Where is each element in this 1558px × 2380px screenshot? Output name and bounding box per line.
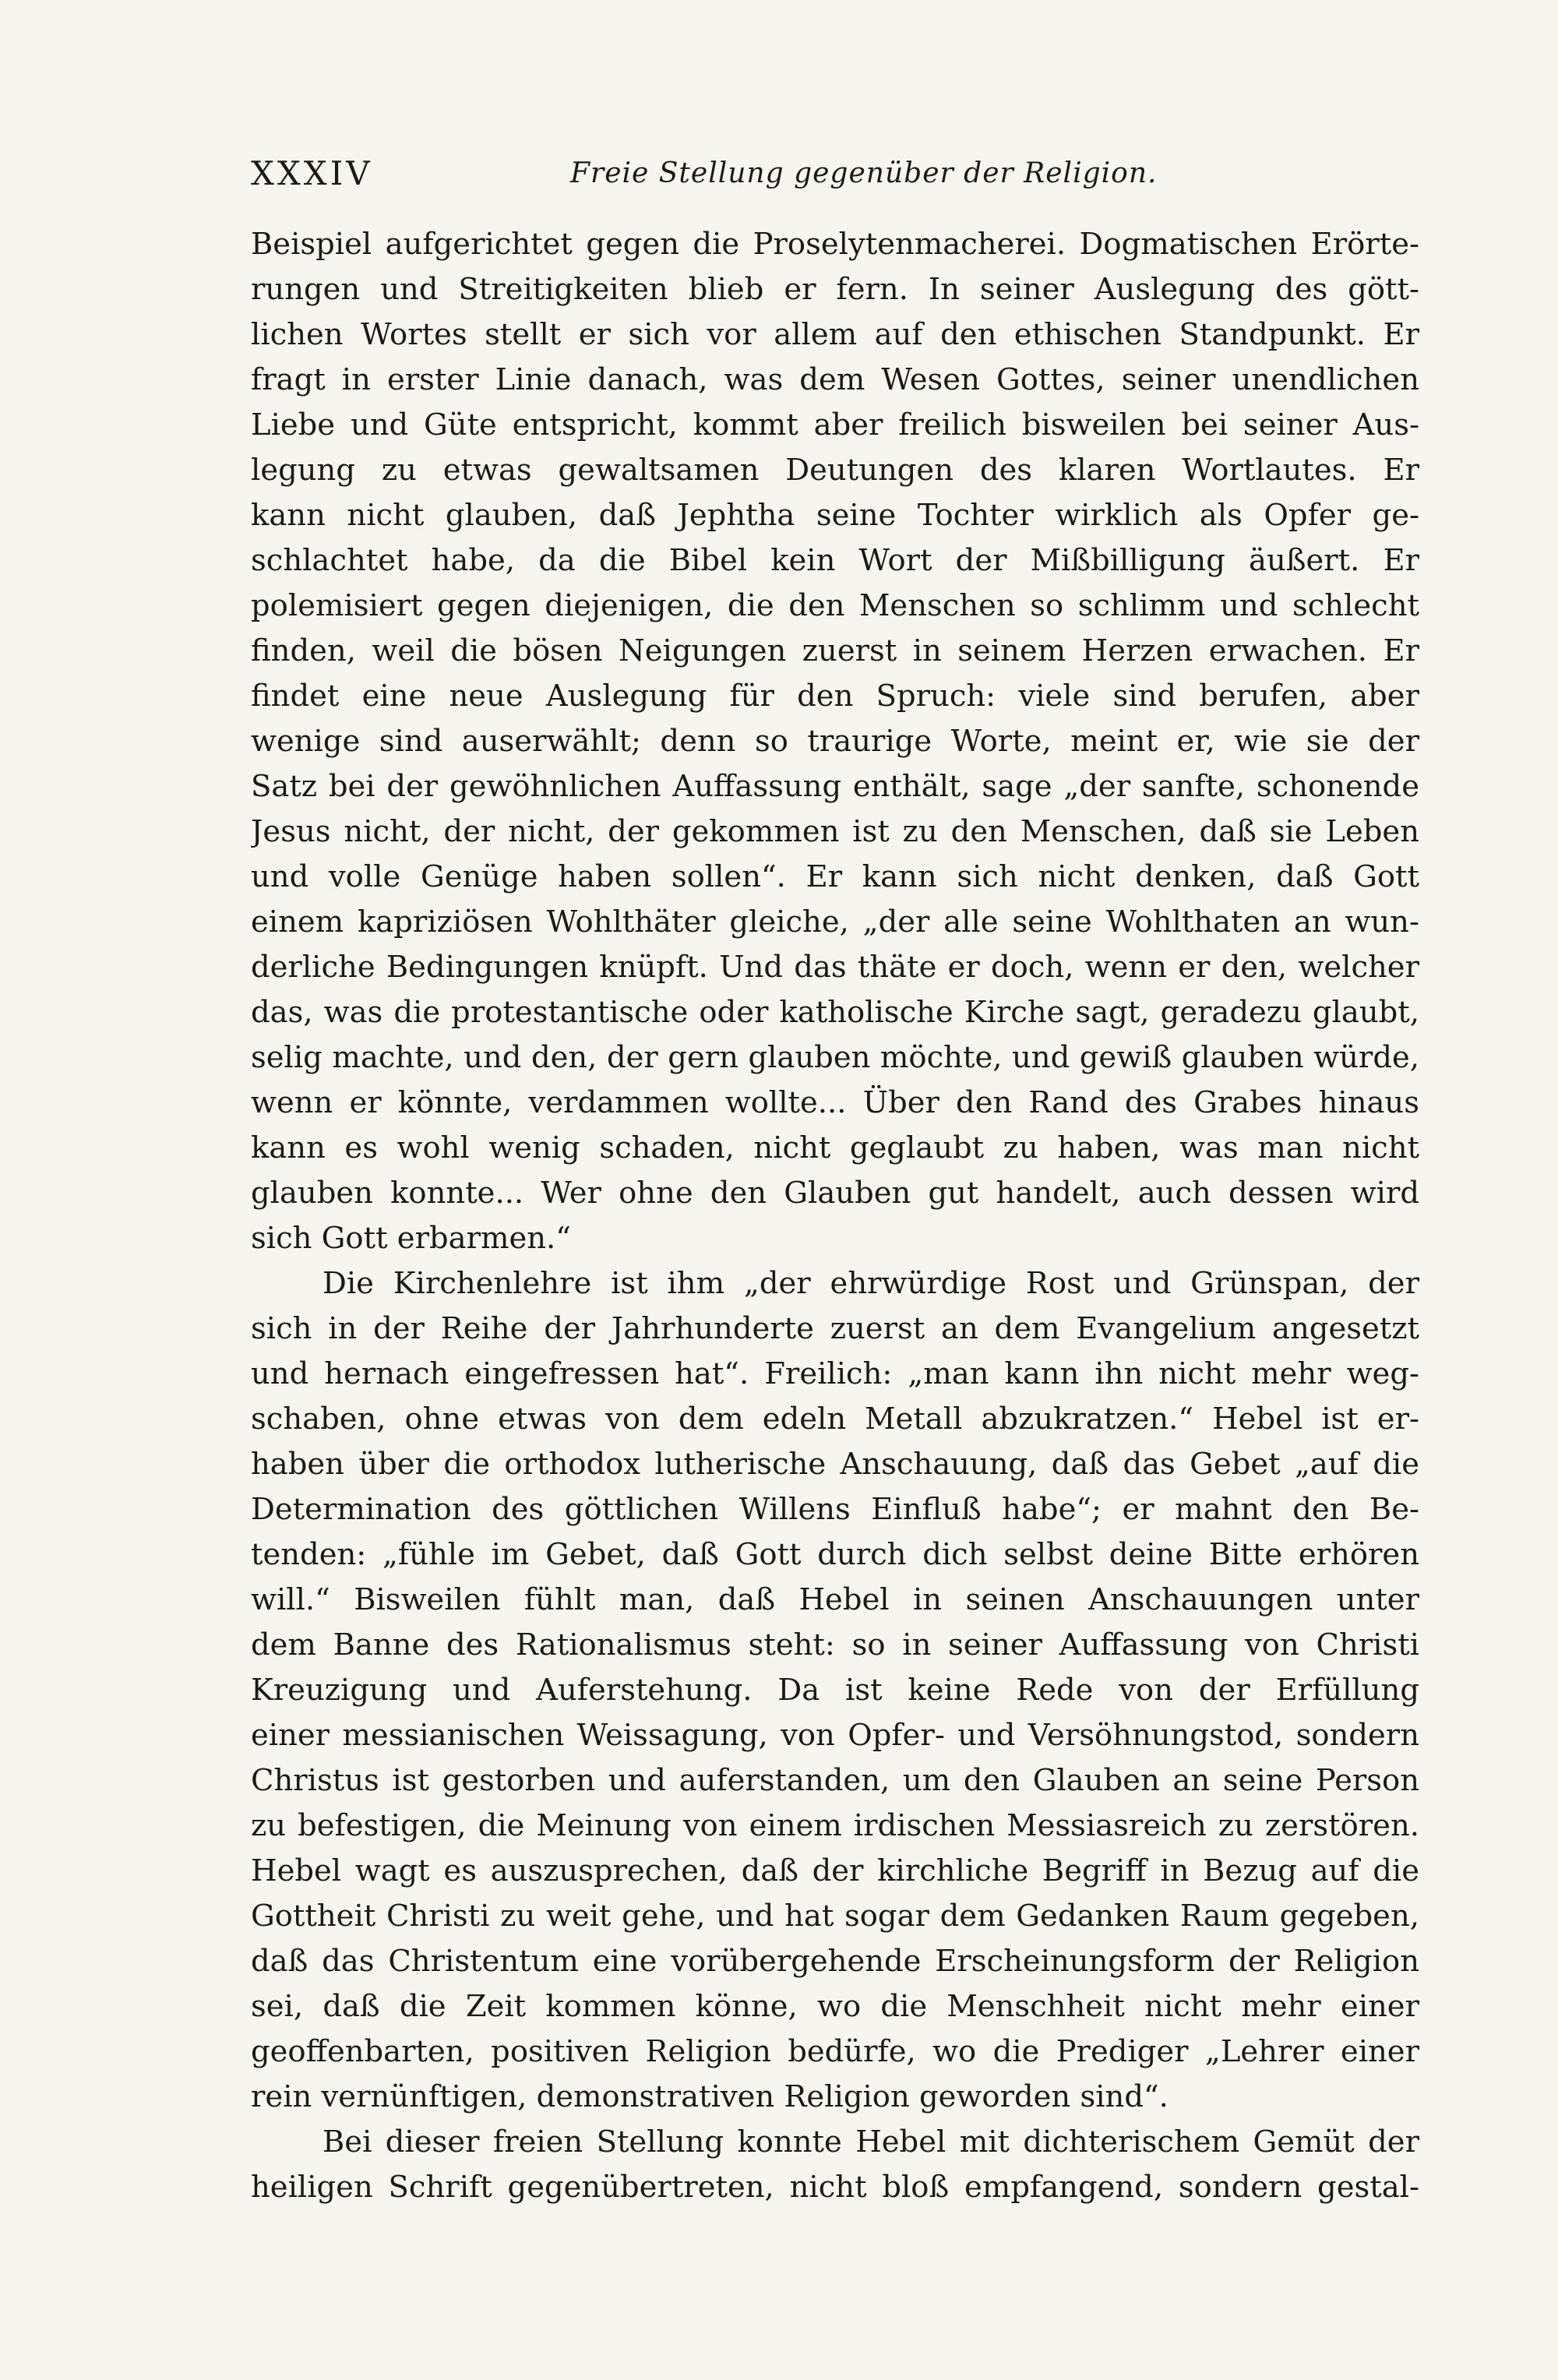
- text-line: Beispiel aufgerichtet gegen die Proselytenmacherei. Dogmatischen Erörte-: [251, 227, 1419, 262]
- text-line: haben über die orthodox lutherische Anschauung, daß das Gebet „auf die: [251, 1447, 1419, 1482]
- text-line: einem kapriziösen Wohlthäter gleiche, „der alle seine Wohlthaten an wun-: [251, 904, 1419, 940]
- text-line: schaben, ohne etwas von dem edeln Metall abzukratzen.“ Hebel ist er-: [251, 1402, 1419, 1437]
- text-line: will.“ Bisweilen fühlt man, daß Hebel in seinen Anschauungen unter: [251, 1582, 1419, 1617]
- body-text: [251, 222, 1419, 2210]
- text-line: findet eine neue Auslegung für den Spruch: viele sind berufen, aber: [251, 679, 1419, 714]
- text-line: schlachtet habe, da die Bibel kein Wort der Mißbilligung äußert. Er: [251, 543, 1419, 578]
- text-line: Jesus nicht, der nicht, der gekommen ist zu den Menschen, daß sie Leben: [251, 814, 1419, 849]
- text-line: Liebe und Güte entspricht, kommt aber freilich bisweilen bei seiner Aus-: [251, 407, 1419, 443]
- text-line: Bei dieser freien Stellung konnte Hebel mit dichterischem Gemüt der: [323, 2124, 1419, 2160]
- text-line: Gottheit Christi zu weit gehe, und hat sogar dem Gedanken Raum gegeben,: [251, 1899, 1419, 1934]
- text-line: polemisiert gegen diejenigen, die den Menschen so schlimm und schlecht: [251, 588, 1419, 623]
- text-line: kann es wohl wenig schaden, nicht geglaubt zu haben, was man nicht: [251, 1130, 1419, 1165]
- text-line: rungen und Streitigkeiten blieb er fern. In seiner Auslegung des gött-: [251, 272, 1419, 307]
- text-line: derliche Bedingungen knüpft. Und das thäte er doch, wenn er den, welcher: [251, 950, 1419, 985]
- text-line: Hebel wagt es auszusprechen, daß der kirchliche Begriff in Bezug auf die: [251, 1853, 1419, 1888]
- text-line: und volle Genüge haben sollen“. Er kann sich nicht denken, daß Gott: [251, 859, 1419, 894]
- text-line: sich Gott erbarmen.“: [251, 1221, 571, 1256]
- text-line: Christus ist gestorben und auferstanden, um den Glauben an seine Person: [251, 1763, 1419, 1798]
- text-line: finden, weil die bösen Neigungen zuerst in seinem Herzen erwachen. Er: [251, 633, 1419, 668]
- text-line: fragt in erster Linie danach, was dem Wesen Gottes, seiner unendlichen: [251, 362, 1419, 397]
- text-line: geoffenbarten, positiven Religion bedürfe, wo die Prediger „Lehrer einer: [251, 2034, 1419, 2069]
- text-line: Satz bei der gewöhnlichen Auffassung enthält, sage „der sanfte, schonende: [251, 769, 1419, 804]
- text-line: wenn er könnte, verdammen wollte... Über den Rand des Grabes hinaus: [251, 1085, 1419, 1120]
- text-line: lichen Wortes stellt er sich vor allem auf den ethischen Standpunkt. Er: [251, 317, 1419, 352]
- text-line: tenden: „fühle im Gebet, daß Gott durch dich selbst deine Bitte erhören: [251, 1537, 1419, 1572]
- text-line: kann nicht glauben, daß Jephtha seine Tochter wirklich als Opfer ge-: [251, 498, 1419, 533]
- text-line: sei, daß die Zeit kommen könne, wo die Menschheit nicht mehr einer: [251, 1989, 1419, 2024]
- text-line: zu befestigen, die Meinung von einem irdischen Messiasreich zu zerstören.: [251, 1808, 1419, 1843]
- text-line: glauben konnte... Wer ohne den Glauben gut handelt, auch dessen wird: [251, 1176, 1419, 1211]
- text-line: Die Kirchenlehre ist ihm „der ehrwürdige Rost und Grünspan, der: [323, 1266, 1419, 1301]
- page-number: XXXIV: [251, 154, 373, 192]
- text-line: selig machte, und den, der gern glauben möchte, und gewiß glauben würde,: [251, 1040, 1419, 1075]
- running-title: Freie Stellung gegenüber der Religion.: [570, 157, 1158, 189]
- text-line: und hernach eingefressen hat“. Freilich: „man kann ihn nicht mehr weg-: [251, 1356, 1419, 1391]
- text-line: sich in der Reihe der Jahrhunderte zuerst an dem Evangelium angesetzt: [251, 1311, 1419, 1346]
- text-line: dem Banne des Rationalismus steht: so in seiner Auffassung von Christi: [251, 1627, 1419, 1662]
- text-line: einer messianischen Weissagung, von Opfer- und Versöhnungstod, sondern: [251, 1718, 1419, 1753]
- text-line: das, was die protestantische oder katholische Kirche sagt, geradezu glaubt,: [251, 995, 1419, 1030]
- text-line: daß das Christentum eine vorübergehende Erscheinungsform der Religion: [251, 1944, 1419, 1979]
- text-line: rein vernünftigen, demonstrativen Religion geworden sind“.: [251, 2079, 1168, 2114]
- text-line: heiligen Schrift gegenübertreten, nicht bloß empfangend, sondern gestal-: [251, 2170, 1419, 2205]
- text-line: Determination des göttlichen Willens Einfluß habe“; er mahnt den Be-: [251, 1492, 1419, 1527]
- text-line: wenige sind auserwählt; denn so traurige Worte, meint er, wie sie der: [251, 724, 1419, 759]
- text-line: Kreuzigung und Auferstehung. Da ist keine Rede von der Erfüllung: [251, 1673, 1419, 1708]
- text-line: legung zu etwas gewaltsamen Deutungen des klaren Wortlautes. Er: [251, 453, 1419, 488]
- page-header: [251, 154, 1419, 201]
